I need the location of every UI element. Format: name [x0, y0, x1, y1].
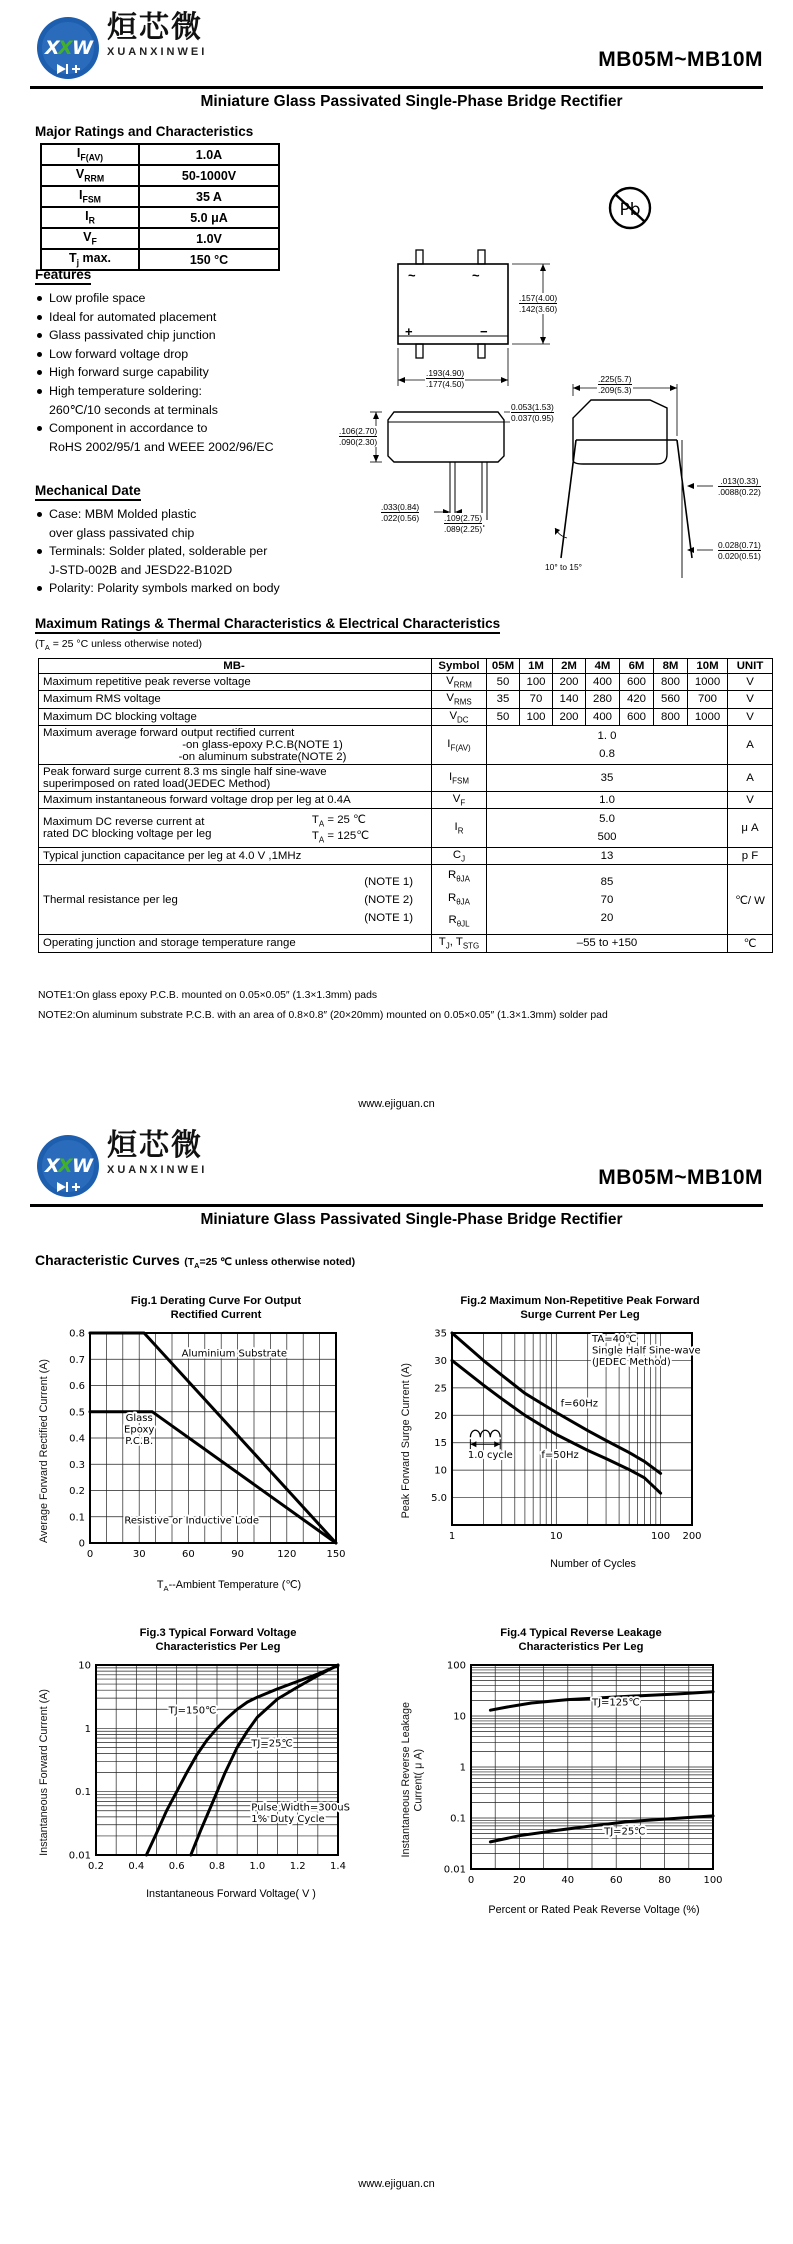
cell: 35: [487, 764, 728, 791]
chart-annotation: 1% Duty Cycle: [251, 1814, 326, 1826]
fig4-x-axis-label: Percent or Rated Peak Reverse Voltage (%): [488, 1904, 700, 1916]
row-desc: Maximum DC blocking voltage: [39, 708, 432, 725]
cell: 600: [620, 674, 654, 691]
header-col: 10M: [688, 659, 728, 674]
major-ratings-table: [40, 143, 280, 271]
fig1-derating-curve: [38, 1294, 394, 1593]
svg-text:60: 60: [609, 1875, 623, 1886]
svg-text:120: 120: [277, 1549, 297, 1560]
lead-angle-label: 10° to 15°: [545, 562, 582, 572]
dim-front-width: .225(5.7) .209(5.3): [598, 374, 632, 396]
chart-annotation: Aluminium Substrate: [182, 1348, 288, 1360]
fig4-title: Fig.4 Typical Reverse Leakage Characteristics Per Leg: [500, 1627, 662, 1653]
fig1-y-axis-label: Average Forward Rectified Current (A): [38, 1358, 50, 1544]
param-value: 35 A: [139, 186, 279, 207]
svg-text:10: 10: [434, 1465, 448, 1477]
param-value: 150 °C: [139, 249, 279, 270]
row-symbol: $T_J$, $T_{STG}$: [432, 935, 487, 952]
svg-text:W: W: [72, 1155, 93, 1177]
svg-text:20: 20: [512, 1875, 526, 1886]
cell: 400: [586, 708, 620, 725]
fig3-y-axis-label: Instantaneous Forward Current (A): [38, 1688, 50, 1856]
svg-text:1.0: 1.0: [249, 1861, 266, 1872]
svg-text:0.4: 0.4: [69, 1433, 86, 1445]
chart-annotation: TJ=150℃: [169, 1705, 217, 1717]
row-symbol: $V_{RMS}$: [432, 691, 487, 708]
chart-annotation: Single Half Sine-wave: [592, 1345, 702, 1357]
mechanical-item: Case: MBM Molded plastic over glass passivated chip: [35, 505, 375, 542]
row-ir: [39, 809, 773, 848]
minus-symbol: −: [480, 324, 488, 339]
svg-text:0.5: 0.5: [69, 1407, 86, 1419]
mechanical-item: Terminals: Solder plated, solderable per J-STD-002B and JESD22-B102D: [35, 542, 375, 579]
svg-text:0.2: 0.2: [88, 1861, 105, 1872]
features-section: [35, 266, 355, 456]
chart-annotation: Epoxy: [124, 1424, 155, 1436]
row-cj: [39, 848, 773, 865]
features-title: Features: [35, 267, 91, 285]
feature-item: High temperature soldering: 260℃/10 seconds at terminals: [35, 382, 355, 419]
svg-text:W: W: [72, 37, 93, 59]
fig3-forward-voltage: [38, 1626, 398, 1900]
svg-text:80: 80: [658, 1875, 671, 1886]
brand-name-en: XUANXINWEI: [107, 1163, 208, 1176]
row-symbol: $V_F$: [432, 791, 487, 808]
doc-subtitle: Miniature Glass Passivated Single-Phase Bridge Rectifier: [200, 93, 623, 110]
feature-item: High forward surge capability: [35, 363, 355, 382]
dim-lead-width: .033(0.84) .022(0.56): [381, 502, 420, 524]
chart-annotation: TJ=125℃: [591, 1697, 640, 1709]
svg-text:10: 10: [550, 1531, 564, 1542]
header-col: 4M: [586, 659, 620, 674]
svg-text:5.0: 5.0: [431, 1493, 448, 1505]
dim-lead-thickness: .013(0.33) .0088(0.22): [718, 476, 761, 498]
row-unit: V: [728, 791, 773, 808]
pb-free-icon: [606, 184, 654, 232]
svg-text:30: 30: [133, 1549, 146, 1560]
header-rule: [30, 86, 763, 89]
svg-text:10: 10: [78, 1660, 92, 1672]
chart-annotation: TA=40℃: [592, 1333, 637, 1345]
fig2-y-axis-label: Peak Forward Surge Current (A): [400, 1363, 412, 1519]
part-number: MB05M~MB10M: [598, 48, 763, 71]
svg-text:X: X: [45, 1155, 60, 1177]
row-desc: Maximum average forward output rectified current -on glass-epoxy P.C.B(NOTE 1) -on aluminum substrate(NOTE 2): [39, 725, 432, 764]
cell: 140: [553, 691, 586, 708]
cell: 400: [586, 674, 620, 691]
cell: 1000: [688, 708, 728, 725]
cell: 700: [688, 691, 728, 708]
svg-text:0.01: 0.01: [69, 1850, 92, 1862]
feature-item: Component in accordance to RoHS 2002/95/1 and WEEE 2002/96/EC: [35, 419, 355, 456]
dim-body-height: .157(4.00) .142(3.60): [519, 293, 558, 315]
param-label: $I_{F(AV)}$: [41, 144, 139, 165]
svg-text:30: 30: [434, 1355, 448, 1367]
cell: 5.0 500: [487, 809, 728, 848]
cell: 1. 0 0.8: [487, 725, 728, 764]
row-desc: Thermal resistance per leg (NOTE 1) (NOTE 2) (NOTE 1): [39, 865, 432, 935]
note-2: NOTE2:On aluminum substrate P.C.B. with an area of 0.8×0.8″ (20×20mm) mounted on 0.05×0.05″ (1.3×1.3mm) solder pad: [38, 1009, 608, 1021]
mechanical-section: [35, 482, 375, 598]
chart-annotation: Resistive or Inductive Lode: [124, 1515, 260, 1527]
dim-lead-offset: 0.053(1.53) 0.037(0.95): [511, 402, 554, 424]
max-ratings-table: [38, 658, 773, 953]
row-symbol: $V_{DC}$: [432, 708, 487, 725]
brand-name-cn: 烜芯微: [107, 1129, 203, 1162]
feature-item: Low forward voltage drop: [35, 345, 355, 364]
table-row: [41, 144, 279, 165]
note-1: NOTE1:On glass epoxy P.C.B. mounted on 0.05×0.05″ (1.3×1.3mm) pads: [38, 990, 378, 1001]
fig2-surge-current: [400, 1294, 760, 1570]
svg-text:X: X: [58, 37, 73, 59]
fig2-title: Fig.2 Maximum Non-Repetitive Peak Forward Surge Current Per Leg: [460, 1295, 700, 1321]
fig4-chart: [425, 1657, 725, 1903]
fig1-title: Fig.1 Derating Curve For Output Rectified Current: [130, 1295, 302, 1321]
svg-text:200: 200: [682, 1531, 702, 1542]
cell: 50: [487, 708, 520, 725]
fig4-reverse-leakage: [400, 1626, 762, 1916]
fig3-title: Fig.3 Typical Forward Voltage Characteristics Per Leg: [139, 1627, 297, 1653]
table-row: [41, 228, 279, 249]
cell: 13: [487, 848, 728, 865]
curves-title: Characteristic Curves: [35, 1252, 180, 1268]
svg-text:X: X: [58, 1155, 73, 1177]
row-symbol: $I_{FSM}$: [432, 764, 487, 791]
fig3-x-axis-label: Instantaneous Forward Voltage( V ): [146, 1888, 316, 1900]
row-thermal: [39, 865, 773, 935]
svg-text:90: 90: [231, 1549, 245, 1560]
cell: 1.0: [487, 791, 728, 808]
svg-text:0: 0: [79, 1538, 86, 1550]
row-unit: p F: [728, 848, 773, 865]
features-list: [35, 289, 355, 456]
param-label: $V_{RRM}$: [41, 165, 139, 186]
chart-annotation: TJ=25℃: [251, 1738, 294, 1750]
cell: 100: [520, 674, 553, 691]
param-label: $V_F$: [41, 228, 139, 249]
svg-text:150: 150: [326, 1549, 346, 1560]
curves-condition: ($T_A=25$ ℃ unless otherwise noted): [184, 1256, 356, 1271]
svg-text:0.1: 0.1: [75, 1787, 92, 1799]
row-symbol: $I_{F(AV)}$: [432, 725, 487, 764]
cell: 800: [654, 674, 688, 691]
cell: 70: [520, 691, 553, 708]
header-col: 05M: [487, 659, 520, 674]
cell: 200: [553, 674, 586, 691]
header-col: 2M: [553, 659, 586, 674]
svg-text:0.8: 0.8: [209, 1861, 226, 1872]
row-desc: Typical junction capacitance per leg at 4.0 V ,1MHz: [39, 848, 432, 865]
mechanical-title: Mechanical Date: [35, 483, 141, 501]
svg-text:0: 0: [467, 1875, 474, 1886]
cell: 100: [520, 708, 553, 725]
svg-text:1: 1: [85, 1723, 92, 1735]
row-unit: ℃/ W: [728, 865, 773, 935]
param-label: $I_{FSM}$: [41, 186, 139, 207]
row-symbol: $R_{\theta JA}$ $R_{\theta JA}$ $R_{\theta JL}$: [432, 865, 487, 935]
row-unit: V: [728, 674, 773, 691]
dim-side-height: .106(2.70) .090(2.30): [339, 426, 378, 448]
row-symbol: $C_J$: [432, 848, 487, 865]
chart-annotation: Glass: [126, 1412, 154, 1424]
max-ratings-heading: [35, 615, 500, 652]
cell: 85 70 20: [487, 865, 728, 935]
header-col: 6M: [620, 659, 654, 674]
header-col: 1M: [520, 659, 553, 674]
svg-text:1: 1: [449, 1531, 456, 1542]
chart-annotation: P.C.B.: [125, 1435, 154, 1447]
param-label: $I_R$: [41, 207, 139, 228]
feature-item: Ideal for automated placement: [35, 308, 355, 327]
svg-text:100: 100: [651, 1531, 671, 1542]
table-row: [41, 207, 279, 228]
svg-text:40: 40: [561, 1875, 574, 1886]
feature-item: Low profile space: [35, 289, 355, 308]
cell: 200: [553, 708, 586, 725]
svg-text:0.1: 0.1: [69, 1512, 86, 1524]
svg-text:10: 10: [453, 1711, 466, 1723]
svg-text:25: 25: [434, 1383, 448, 1395]
test-condition: ($T_A = 25$ °C unless otherwise noted): [35, 638, 202, 653]
major-ratings-title: Major Ratings and Characteristics: [35, 124, 254, 139]
mechanical-item: Polarity: Polarity symbols marked on body: [35, 579, 375, 598]
svg-text:0.4: 0.4: [128, 1861, 145, 1872]
part-number: MB05M~MB10M: [598, 1166, 763, 1189]
svg-text:1.2: 1.2: [290, 1861, 307, 1872]
row-unit: V: [728, 691, 773, 708]
param-label: $T_j$ max.: [41, 249, 139, 270]
chart-annotation: Pulse Width=300uS: [251, 1802, 351, 1814]
svg-text:100: 100: [703, 1875, 723, 1886]
package-side-view: [338, 400, 568, 540]
header-mb: MB-: [39, 659, 432, 674]
row-vdc: [39, 708, 773, 725]
svg-text:0.6: 0.6: [69, 1381, 86, 1392]
cell: 420: [620, 691, 654, 708]
row-vf: [39, 791, 773, 808]
row-desc: Maximum RMS voltage: [39, 691, 432, 708]
max-ratings-title: Maximum Ratings & Thermal Characteristics & Electrical Characteristics: [35, 616, 500, 634]
doc-subtitle: Miniature Glass Passivated Single-Phase Bridge Rectifier: [200, 1211, 623, 1228]
table-row: [41, 165, 279, 186]
param-value: 50-1000V: [139, 165, 279, 186]
ac-symbol: ~: [408, 268, 416, 283]
cell: 280: [586, 691, 620, 708]
chart-annotation: f=60Hz: [561, 1398, 599, 1410]
row-unit: V: [728, 708, 773, 725]
param-value: 1.0V: [139, 228, 279, 249]
plus-symbol: +: [405, 324, 413, 339]
header-unit: UNIT: [728, 659, 773, 674]
row-symbol: $V_{RRM}$: [432, 674, 487, 691]
chart-annotation: 1.0 cycle: [468, 1450, 514, 1462]
row-vrms: [39, 691, 773, 708]
row-unit: ℃: [728, 935, 773, 952]
fig1-x-axis-label: $T_A-$-Ambient Temperature (℃): [156, 1579, 302, 1594]
row-tstg: [39, 935, 773, 952]
svg-text:1.4: 1.4: [330, 1861, 347, 1872]
row-vrrm: [39, 674, 773, 691]
cell: –55 to +150: [487, 935, 728, 952]
company-logo: [35, 12, 207, 84]
characteristic-curves-heading: [35, 1252, 355, 1270]
chart-annotation: TJ=25℃: [603, 1826, 646, 1838]
logo-mark-icon: [35, 1130, 101, 1202]
cell: 50: [487, 674, 520, 691]
cell: 560: [654, 691, 688, 708]
param-value: 5.0 μA: [139, 207, 279, 228]
brand-name-en: XUANXINWEI: [107, 45, 208, 58]
svg-text:0.3: 0.3: [69, 1459, 86, 1471]
svg-text:100: 100: [446, 1660, 466, 1672]
row-ifsm: [39, 764, 773, 791]
row-unit: A: [728, 764, 773, 791]
row-symbol: $I_R$: [432, 809, 487, 848]
dim-body-width: .193(4.90) .177(4.50): [426, 368, 465, 390]
svg-text:0.01: 0.01: [443, 1864, 466, 1876]
svg-text:Pb: Pb: [619, 200, 641, 220]
cell: 800: [654, 708, 688, 725]
svg-text:20: 20: [434, 1410, 448, 1422]
fig2-chart: [412, 1325, 708, 1557]
param-value: 1.0A: [139, 144, 279, 165]
chart-annotation: f=50Hz: [541, 1450, 580, 1462]
svg-text:0.1: 0.1: [449, 1813, 466, 1825]
fig4-y-axis-label: Instantaneous Reverse Leakage Current( μ A): [400, 1702, 425, 1858]
svg-text:0: 0: [87, 1549, 94, 1560]
cell: 600: [620, 708, 654, 725]
brand-name-cn: 烜芯微: [107, 11, 203, 44]
header-col: 8M: [654, 659, 688, 674]
svg-text:60: 60: [182, 1549, 196, 1560]
svg-text:15: 15: [434, 1438, 448, 1450]
footer-url: www.ejiguan.cn: [358, 2178, 435, 2190]
table-notes: [38, 986, 778, 1026]
header-rule: [30, 1204, 763, 1207]
fig3-chart: [50, 1657, 350, 1887]
fig2-x-axis-label: Number of Cycles: [550, 1558, 636, 1570]
row-ifav: [39, 725, 773, 764]
ac-symbol: ~: [472, 268, 480, 283]
svg-text:0.8: 0.8: [69, 1328, 86, 1340]
row-desc: Maximum instantaneous forward voltage drop per leg at 0.4A: [39, 791, 432, 808]
row-desc: Maximum DC reverse current at rated DC blocking voltage per leg $T_A = 25$ ℃ $T_A$ = 125℃: [39, 809, 432, 848]
svg-text:0.7: 0.7: [69, 1354, 86, 1366]
svg-text:0.2: 0.2: [69, 1486, 86, 1497]
package-front-view: [545, 374, 793, 588]
cell: 1000: [688, 674, 728, 691]
header-symbol: Symbol: [432, 659, 487, 674]
mechanical-list: [35, 505, 375, 598]
feature-item: Glass passivated chip junction: [35, 326, 355, 345]
table-header-row: [39, 659, 773, 674]
svg-text:X: X: [45, 37, 60, 59]
footer-url: www.ejiguan.cn: [358, 1098, 435, 1110]
svg-text:35: 35: [434, 1328, 448, 1340]
dim-lead-foot: 0.028(0.71) 0.020(0.51): [718, 540, 761, 562]
row-desc: Maximum repetitive peak reverse voltage: [39, 674, 432, 691]
table-row: [41, 186, 279, 207]
row-unit: μ A: [728, 809, 773, 848]
logo-mark-icon: [35, 12, 101, 84]
svg-text:0.6: 0.6: [169, 1861, 186, 1872]
row-desc: Peak forward surge current 8.3 ms single half sine-wave superimposed on rated load(JEDEC Method): [39, 764, 432, 791]
fig1-chart: [50, 1325, 350, 1577]
row-desc: Operating junction and storage temperature range: [39, 935, 432, 952]
svg-text:1: 1: [459, 1762, 466, 1774]
row-unit: A: [728, 725, 773, 764]
dim-lead-pitch: .109(2.75) .089(2.25): [444, 513, 483, 535]
cell: 35: [487, 691, 520, 708]
chart-annotation: (JEDEC Method): [592, 1356, 672, 1368]
company-logo: [35, 1130, 207, 1202]
